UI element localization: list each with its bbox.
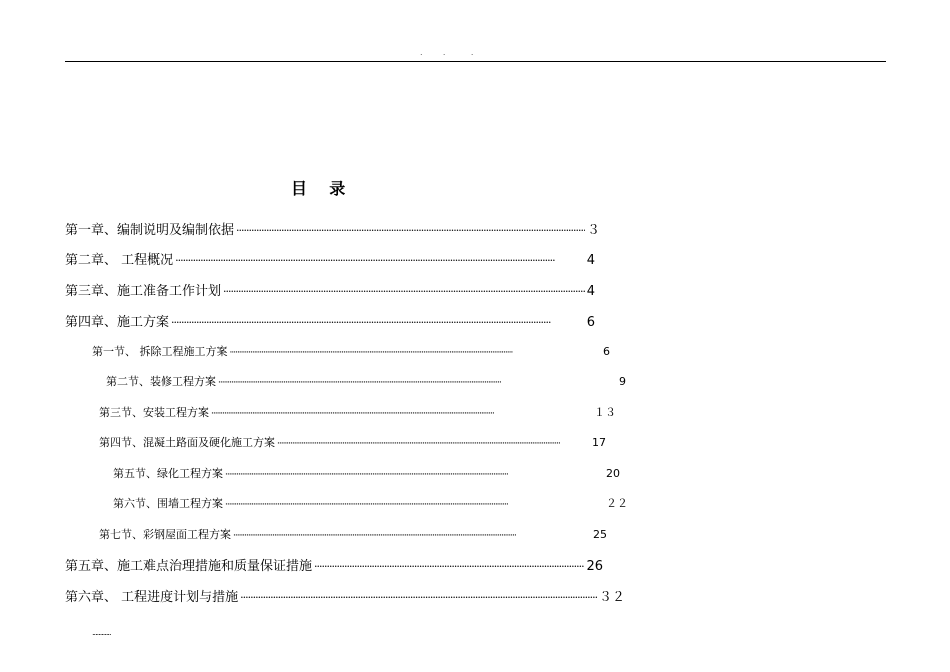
toc-entry-page: 17	[592, 436, 606, 449]
dot-leader	[236, 224, 585, 237]
toc-entry-chapter-1[interactable]	[65, 219, 600, 238]
dot-leader	[175, 254, 585, 267]
toc-entry-chapter-2[interactable]	[65, 249, 595, 268]
dot-leader	[233, 531, 591, 541]
toc-entry-page: ２２	[606, 497, 628, 510]
toc-entry-label: 第六章、 工程进度计划与措施	[65, 590, 239, 605]
dot-leader	[171, 316, 585, 329]
header-rule	[65, 61, 886, 62]
toc-entry-page: 6	[603, 345, 610, 358]
toc-entry-label: 第一节、 拆除工程施工方案	[92, 345, 228, 358]
toc-entry-section-1[interactable]	[92, 343, 610, 359]
toc-entry-page: 6	[586, 315, 595, 330]
toc-entry-chapter-5[interactable]	[65, 555, 603, 574]
toc-entry-page: 4	[586, 253, 595, 268]
toc-entry-page: ３	[586, 223, 600, 238]
toc-entry-section-7[interactable]	[99, 526, 607, 542]
dot-leader	[225, 470, 604, 480]
toc-entry-label: 第五章、施工难点治理措施和质量保证措施	[65, 559, 313, 574]
toc-entry-label: 第三章、施工准备工作计划	[65, 284, 222, 299]
header-dots: . . .	[420, 48, 474, 57]
toc-entry-chapter-3[interactable]	[65, 280, 595, 299]
dot-leader	[240, 591, 597, 604]
dot-leader	[223, 285, 585, 298]
toc-entry-page: 4	[586, 284, 595, 299]
toc-entry-chapter-6[interactable]	[65, 586, 625, 605]
dot-leader	[314, 560, 584, 573]
toc-entry-label: 第三节、安装工程方案	[99, 406, 209, 419]
toc-entry-section-6[interactable]	[113, 495, 628, 511]
toc-entry-page: 20	[606, 467, 620, 480]
toc-title: 目 录	[291, 179, 346, 198]
toc-entry-label: 第五节、绿化工程方案	[113, 467, 223, 480]
toc-entry-label: 第四节、混凝土路面及硬化施工方案	[99, 436, 275, 449]
toc-entry-label: 第六节、围墙工程方案	[113, 497, 223, 510]
dot-leader	[211, 409, 592, 419]
dot-leader	[218, 378, 617, 388]
toc-entry-chapter-4[interactable]	[65, 311, 595, 330]
dot-leader	[230, 348, 602, 358]
toc-entry-page: ３２	[598, 590, 625, 605]
toc-entry-label: 第二章、 工程概况	[65, 253, 174, 268]
toc-entry-section-3[interactable]	[99, 404, 616, 420]
toc-entry-page: 9	[619, 375, 626, 388]
toc-entry-section-5[interactable]	[113, 465, 620, 481]
dot-leader	[225, 500, 604, 510]
toc-entry-page: １３	[594, 406, 616, 419]
toc-entry-label: 第一章、编制说明及编制依据	[65, 223, 235, 238]
toc-entry-label: 第七节、彩钢屋面工程方案	[99, 528, 231, 541]
dot-leader	[277, 439, 590, 449]
footer-dots: ............	[92, 628, 111, 637]
toc-entry-label: 第四章、施工方案	[65, 315, 170, 330]
toc-entry-label: 第二节、装修工程方案	[106, 375, 216, 388]
toc-entry-page: 26	[586, 559, 603, 574]
toc-entry-section-4[interactable]	[99, 434, 606, 450]
toc-entry-section-2[interactable]	[106, 373, 626, 389]
toc-entry-page: 25	[593, 528, 607, 541]
